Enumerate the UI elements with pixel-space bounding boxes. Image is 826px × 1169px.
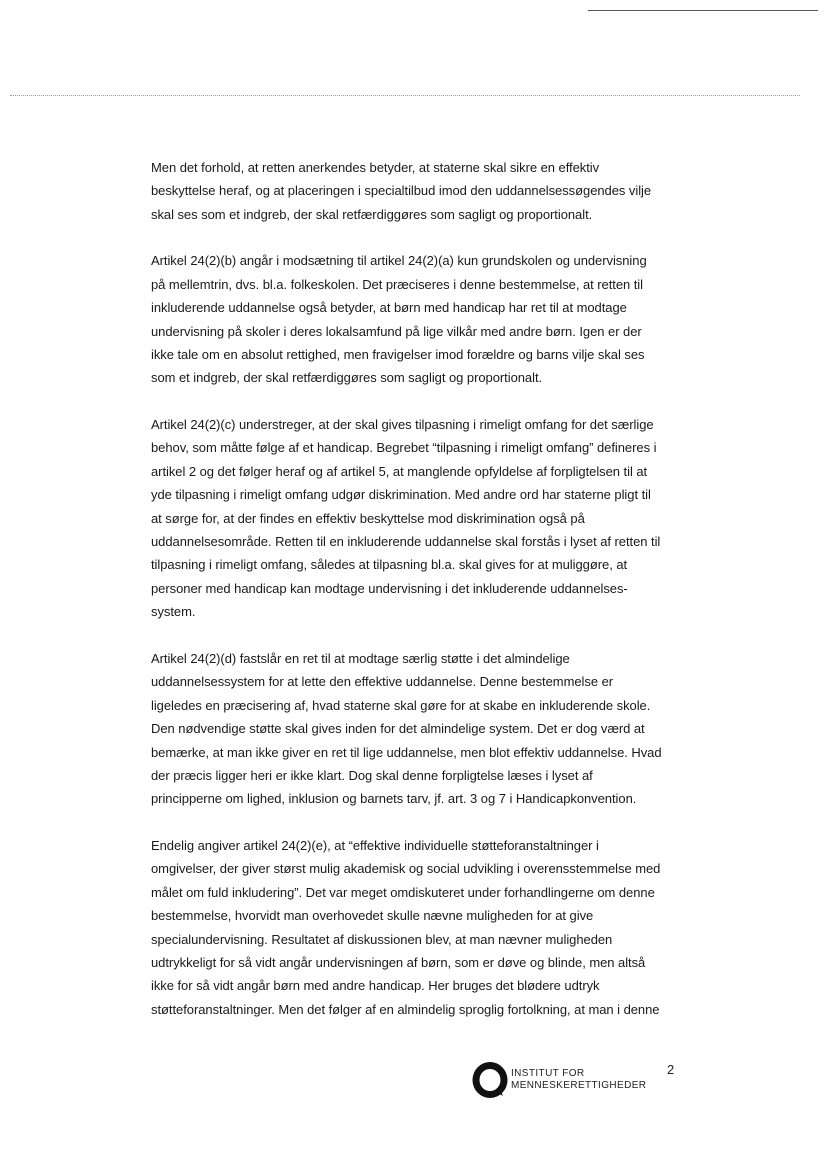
institute-name [511,1068,646,1092]
text-line: ikke for så vidt angår børn med andre handicap. Her bruges det blødere udtryk [151,978,600,994]
text-line: yde tilpasning i rimeligt omfang udgør diskrimination. Med andre ord har staterne pligt til [151,487,651,503]
text-line: omgivelser, der giver størst mulig akademisk og social udvikling i overensstemmelse med [151,861,661,877]
text-line: uddannelsesområde. Retten til en inkluderende uddannelse skal forstås i lyset af retten til [151,534,661,550]
text-line: Artikel 24(2)(d) fastslår en ret til at modtage særlig støtte i det almindelige [151,650,570,666]
institute-ring-logo-icon [470,1060,510,1100]
text-line: ligeledes en præcisering af, hvad staterne skal gøre for at skabe en inkluderende skole. [151,697,651,713]
paragraph [151,834,691,1021]
text-line: bestemmelse, hvorvidt man overhovedet skulle nævne muligheden for at give [151,908,594,924]
text-line: støtteforanstaltninger. Men det følger af en almindelig sproglig fortolkning, at man i denne [151,1001,660,1017]
page-number: 2 [667,1062,675,1077]
text-line: Artikel 24(2)(c) understreger, at der skal gives tilpasning i rimeligt omfang for det særlige [151,417,654,433]
text-line: Artikel 24(2)(b) angår i modsætning til artikel 24(2)(a) kun grundskolen og undervisning [151,253,647,269]
text-line: inkluderende uddannelse også betyder, at børn med handicap har ret til at modtage [151,300,627,316]
text-line: behov, som måtte følge af et handicap. Begrebet “tilpasning i rimeligt omfang” defineres i [151,440,657,456]
text-line: tilpasning i rimeligt omfang, således at tilpasning bl.a. skal gives for at muliggøre, at [151,557,628,573]
paragraph [151,647,691,811]
text-line: bemærke, at man ikke giver en ret til lige uddannelse, men blot effektiv uddannelse. Hvad [151,744,662,760]
text-line: på mellemtrin, dvs. bl.a. folkeskolen. Det præciseres i denne bestemmelse, at retten til [151,276,643,292]
text-line: målet om fuld inkludering”. Det var meget omdiskuteret under forhandlingerne om denne [151,884,655,900]
text-line: udtrykkeligt for så vidt angår undervisningen af børn, som er døve og blinde, men altså [151,954,646,970]
text-line: principperne om lighed, inklusion og barnets tarv, jf. art. 3 og 7 i Handicapkonvention. [151,791,637,807]
text-line: der præcis ligger heri er ikke klart. Dog skal denne forpligtelse læses i lyset af [151,767,593,783]
paragraph [151,156,691,226]
text-line: beskyttelse heraf, og at placeringen i specialtilbud imod den uddannelsessøgendes vilje [151,183,652,199]
text-line: ikke tale om en absolut rettighed, men fravigelser imod forældre og barns vilje skal ses [151,347,645,363]
paragraph [151,249,691,389]
text-line: system. [151,604,196,620]
text-line: Endelig angiver artikel 24(2)(e), at “effektive individuelle støtteforanstaltninger i [151,837,599,853]
institute-name-line-1: INSTITUT FOR [511,1068,585,1079]
text-line: undervisning på skoler i deres lokalsamfund på lige vilkår med andre børn. Igen er der [151,323,642,339]
paragraph [151,413,691,624]
text-line: artikel 2 og det følger heraf og af artikel 5, at manglende opfyldelse af forpligtelsen til at [151,463,648,479]
scan-artifact-dotted-line [10,95,800,96]
scan-artifact-line [588,10,818,11]
text-line: som et indgreb, der skal retfærdiggøres som sagligt og proportionalt. [151,370,543,386]
document-body [151,156,691,1044]
text-line: uddannelsessystem for at lette den effektive uddannelse. Denne bestemmelse er [151,674,614,690]
text-line: at sørge for, at der findes en effektiv beskyttelse mod diskrimination også på [151,510,585,526]
text-line: personer med handicap kan modtage undervisning i det inkluderende uddannelses- [151,580,628,596]
text-line: specialundervisning. Resultatet af diskussionen blev, at man nævner muligheden [151,931,613,947]
institute-name-line-2: MENNESKERETTIGHEDER [511,1080,647,1091]
text-line: Men det forhold, at retten anerkendes betyder, at staterne skal sikre en effektiv [151,160,600,175]
text-line: Den nødvendige støtte skal gives inden for det almindelige system. Det er dog værd at [151,721,645,737]
text-line: skal ses som et indgreb, der skal retfærdiggøres som sagligt og proportionalt. [151,206,593,222]
